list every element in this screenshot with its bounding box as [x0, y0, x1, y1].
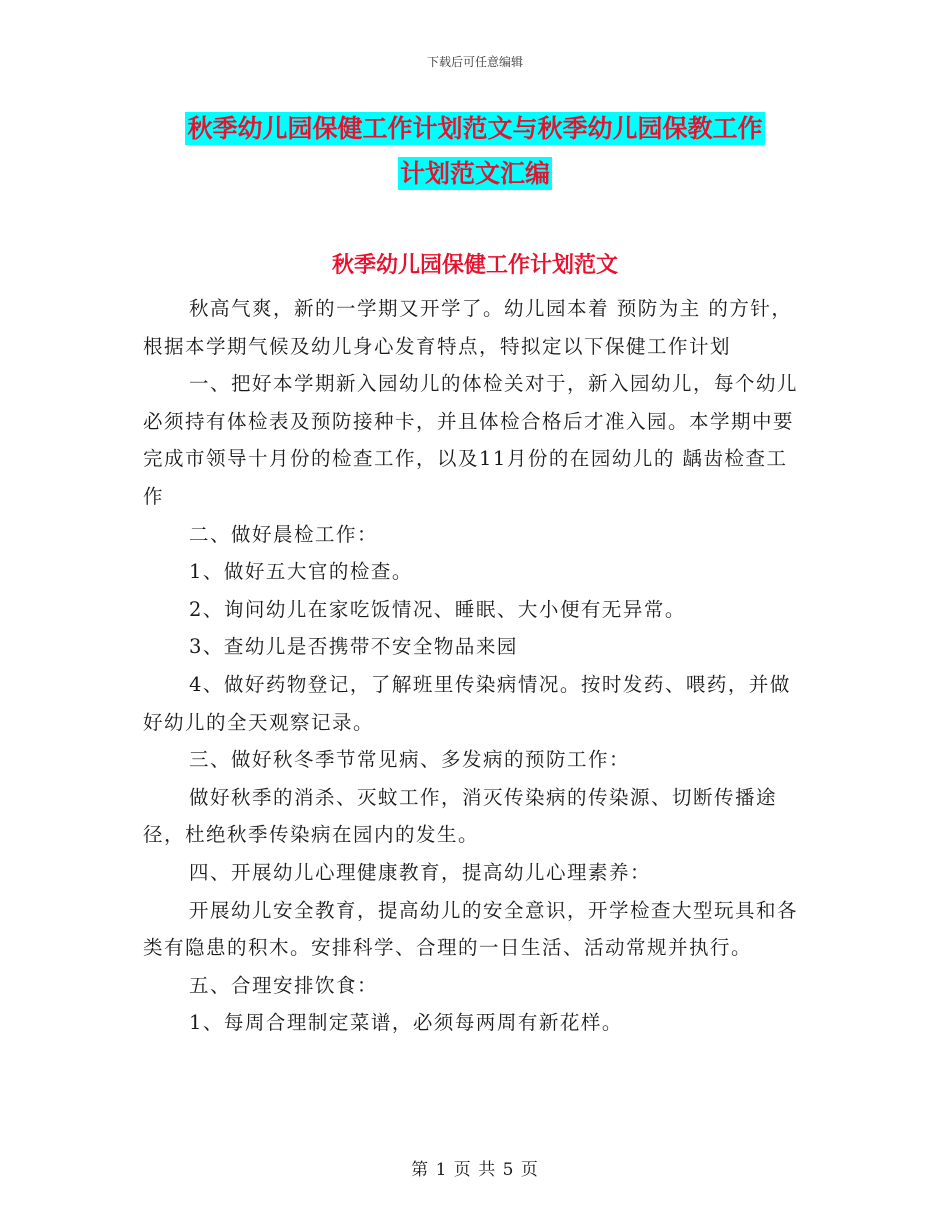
header-note: 下载后可任意编辑 — [426, 55, 523, 69]
paragraph: 三、做好秋冬季节常见病、多发病的预防工作： — [189, 748, 631, 772]
paragraph: 四、开展幼儿心理健康教育，提高幼儿心理素养： — [189, 860, 652, 884]
paragraph: 1、做好五大官的检查。 — [189, 560, 413, 584]
paragraph: 1、每周合理制定菜谱，必须每两周有新花样。 — [189, 1011, 623, 1035]
page-footer: 第 1 页 共 5 页 — [411, 1160, 539, 1180]
paragraph: 做好秋季的消杀、灭蚊工作，消灭传染病的传染源、切断传播途径，杜绝秋季传染病在园内的发生。 — [143, 785, 778, 847]
document-body — [143, 290, 806, 1042]
paragraph: 秋高气爽，新的一学期又开学了。幼儿园本着 预防为主 的方针，根据本学期气候及幼儿身心发育特点，特拟定以下保健工作计划 — [143, 297, 793, 358]
paragraph: 开展幼儿安全教育，提高幼儿的安全意识，开学检查大型玩具和各类有隐患的积木。安排科学、合理的一日生活、活动常规并执行。 — [143, 898, 799, 960]
paragraph: 2、询问幼儿在家吃饭情况、睡眠、大小便有无异常。 — [189, 597, 686, 621]
document-title-line-1 — [0, 112, 950, 146]
paragraph: 二、做好晨检工作： — [189, 522, 379, 546]
paragraph: 五、合理安排饮食： — [189, 973, 379, 997]
paragraph: 一、把好本学期新入园幼儿的体检关对于，新入园幼儿，每个幼儿必须持有体检表及预防接种卡，并且体检合格后才准入园。本学期中要完成市领导十月份的检查工作，以及11月份的在园幼儿的 龋齿检查工作 — [143, 372, 799, 508]
document-title-text-2: 计划范文汇编 — [399, 159, 550, 188]
document-title-text-1: 秋季幼儿园保健工作计划范文与秋季幼儿园保教工作 — [187, 114, 763, 143]
section-title: 秋季幼儿园保健工作计划范文 — [331, 252, 618, 278]
paragraph: 3、查幼儿是否携带不安全物品来园 — [189, 635, 518, 659]
document-title-line-2 — [0, 157, 950, 191]
paragraph: 4、做好药物登记，了解班里传染病情况。按时发药、喂药，并做好幼儿的全天观察记录。 — [143, 672, 791, 734]
